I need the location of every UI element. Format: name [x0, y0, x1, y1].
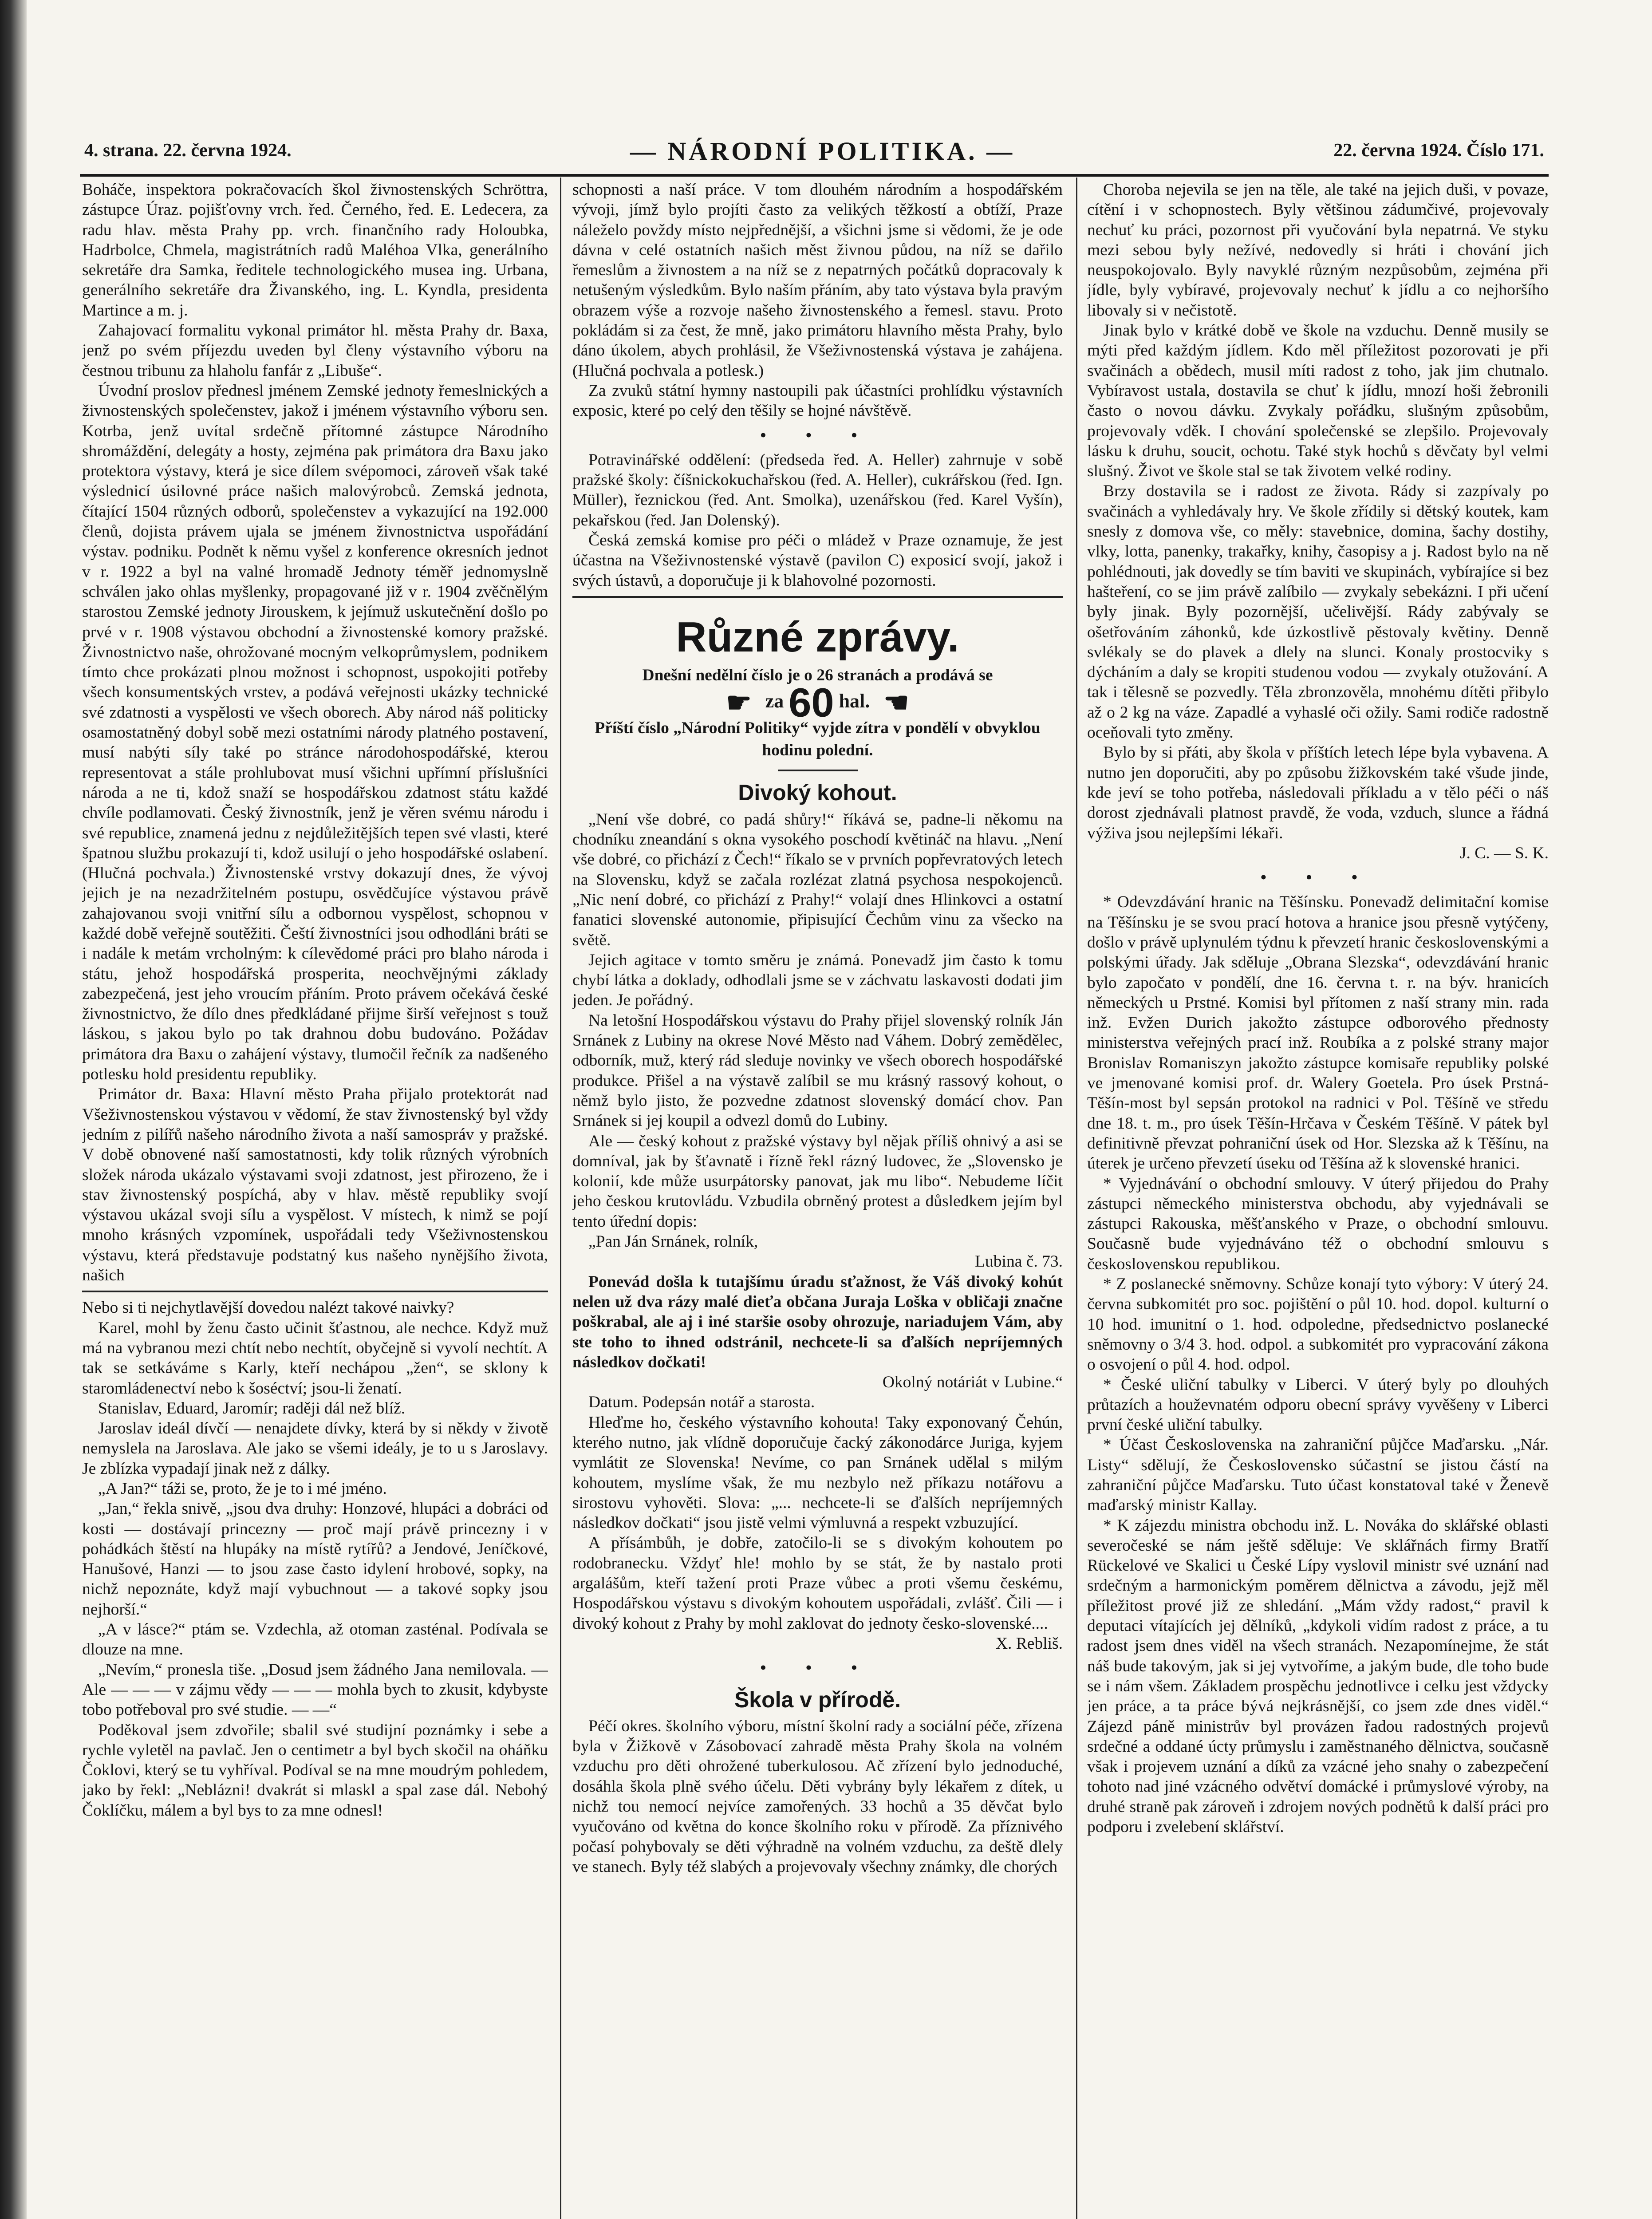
- section-headline: Různé zprávy.: [676, 613, 959, 661]
- column-2: [572, 180, 1063, 2219]
- masthead-title: — NÁRODNÍ POLITIKA. —: [630, 137, 1015, 166]
- letter-date: Datum. Podepsán notář a starosta.: [588, 1393, 815, 1412]
- feuilleton-paragraph: „Jan,“ řekla snivě, „jsou dva druhy: Honzové, hlupáci a dobráci od kosti — dostávají princezny — proč mají právě princezny i v pohádkách štěstí na hlupáky na místě rytířů? a Jendové, Jeníčkové, Hanušové, Hanzi — to jsou zase často idylení hrobové, sopky, na nichž nepoznáte, když mají vybuchnout — a takové sopky jsou nejhorší.“: [82, 1500, 548, 1619]
- price-value: 60: [789, 680, 834, 726]
- price-prefix: za: [765, 690, 784, 712]
- article-paragraph: Jejich agitace v tomto směru je známá. Ponevadž jim často k tomu chybí látka a doklady, odhodlali jsme se v záchvatu laskavosti dodati jim jeden. Je pořádný.: [572, 951, 1063, 1010]
- feuilleton-paragraph: Poděkoval jsem zdvořile; sbalil své studijní poznámky i sebe a rychle vyletěl na pavlač. Jen o centimetr a byl bych skočil na oháňku Čoklovi, který se tu vyhříval. Podíval se na mne moudrým pohledem, jako by řekl: „Neblázni! dvakrát si mlaskl a spal zase dál. Nebohý Čoklíčku, málem a byl bys to za mne odnesl!: [82, 1721, 548, 1820]
- article-paragraph: schopnosti a naší práce. V tom dlouhém národním a hospodářském vývoji, jímž bylo projíti často za velikých těžkostí a obtíží, Praze náleželo povždy místo nejpřednější, a všichni jsme si vědomi, že je ode dávna v celé ostatních našich měst živnou půdou, na níž se dařilo řemeslům a živnostem a na níž se z nepatrných počátků dopracovaly k netušeným výsledkům. Bylo naším přáním, aby tato výstava byla pravým obrazem výše a rozvoje našeho živnostenského a řemesl. stavu. Proto pokládám si za čest, že mně, jako primátoru hlavního města Prahy, bylo dáno úkolem, abych prohlásil, že Všeživnostenská výstava je zahájena. (Hlučná pochvala a potlesk.): [572, 181, 1063, 380]
- article-title: Divoký kohout.: [738, 780, 897, 805]
- page-header: [84, 137, 1544, 172]
- feuilleton-paragraph: Karel, mohl by ženu často učinit šťastnou, ale nechce. Když muž má na vybranou mezi chtít nebo nechtít, obyčejně si vyvolí nechtít. A tak se setkáváme s Karly, kteří nechápou „žen“, se sklony k staromládenectví nebo k šoséctví; jsou-li ženatí.: [82, 1319, 548, 1398]
- author-signature: J. C. — S. K.: [1459, 844, 1549, 862]
- ornament-dots: • • •: [1260, 869, 1376, 887]
- pointing-hand-left-icon: ☚: [883, 687, 909, 719]
- ornament-dots: • • •: [760, 1659, 875, 1678]
- article-paragraph: Brzy dostavila se i radost ze života. Rády si zazpívaly po svačinách a vyhledávaly hry. Ve škole zřídily si dětský koutek, kam snesly z domova vše, co měly: stavebnice, domina, šachy dostihy, vlky, lotta, panenky, trakařky, knihy, časopisy a j. Radost bylo na ně pohlédnouti, jak dovedly se tím baviti ve skupinách, vybírajíce si bez hašteření, co se jim právě zalíbilo — zvykaly sebekázni. I při učení byly jinak. Byly pozornější, učelivější. Rády zabývaly se ošetřováním záhonků, kde úzkostlivě pěstovaly květiny. Denně svlékaly se do plavek a dlely na slunci. Konaly prostocviky s dýcháním a daly se kropiti studenou vodou — zvykaly otužování. A tak i tělesně se pozvedly. Těla zbronzověla, mnohému dítěti přibylo až o 2 kg na váze. Zapadlé a vyhaslé oči ožily. Sami rodiče radostně oceňovali tyto změny.: [1087, 482, 1549, 742]
- feuilleton-paragraph: Nebo si ti nejchytlavější dovedou nalézt takové naivky?: [82, 1299, 454, 1317]
- notice-next-issue: Příští číslo „Národní Politiky“ vyjde zítra v pondělí v obvyklou hodinu polední.: [595, 719, 1041, 760]
- feuilleton-paragraph: Stanislav, Eduard, Jaromír; raději dál než blíž.: [98, 1399, 406, 1417]
- scan-edge-shadow: [0, 0, 27, 2219]
- news-item: * Odevzdávání hranic na Těšínsku. Ponevadž delimitační komise na Těšínsku je se svou prací hotova a hranice jsou přesně vytýčeny, došlo v právě uplynulém týdnu k převzetí hranic československými a polskými úřady. Jak sděluje „Obrana Slezska“, odevzdávání hranic bylo započato v pondělí, dne 16. června t. r. na býv. hranicích německých u Prstné. Komisi byl přítomen z naší strany min. rada inž. Evžen Durich jakožto zástupce odborového přednosty ministerstva veřejných prací inž. Roubíka a z polské strany major Bronislav Romaniszyn jakožto zástupce komisaře republiky polské ve jmenované komisi prof. dr. Walery Goetela. Pro úsek Prstná-Těšín-most byl sepsán protokol na radnici v Pol. Těšíně ve středu dne 18. t. m., pro úsek Těšín-Hrčava v Českém Těšíně. V pátek byl definitivně převzat pohraniční úsek od Hor. Slezska až k Těšínu, na úterek je určeno převzetí úseku od Těšína až k slovenské hranici.: [1087, 893, 1549, 1173]
- price-line: [572, 680, 1063, 726]
- letter-body: Ponevád došla k tutajšímu úradu sťažnost, že Váš divoký kohút nelen už dva rázy malé dieťa občana Juraja Loška v obličaji značne poškrabal, ale aj i iné staršie osoby ohrozuje, nariadujem Vám, aby ste toho to ihned odstránil, nechcete-li sa ďalších nepríjemných následkov dočkati!: [572, 1272, 1063, 1371]
- news-item: * Z poslanecké sněmovny. Schůze konají tyto výbory: V úterý 24. června subkomitét pro soc. pojištění o půl 10. hod. dopol. kulturní o 10 hod. imunitní o 1. hod. odpoledne, předsednictvo poslanecké sněmovny o 3/4 3. hod. odpol. a subkomitét pro vypracování zákona o osvojení o půl 4. hod. odpol.: [1087, 1275, 1549, 1374]
- article-paragraph: A přísámbůh, je dobře, zatočilo-li se s divokým kohoutem po rodobranecku. Vždyť hle! mohlo by se stát, že by nastalo proti argalášům, kteří tažení proti Praze vůbec a proti všemu českému, Hospodářskou výstavu s divokým kohoutem uspořádali, zvlášť. Čili — i divoký kohout z Prahy by mohl zaklovat do jednoty česko-slovenské....: [572, 1534, 1063, 1633]
- article-paragraph: Choroba nejevila se jen na těle, ale také na jejich duši, v povaze, cítění i v schopnostech. Byly většinou zádumčivé, projevovaly nechuť ku práci, pozornost při vyučování byla nepatrná. Ve styku mezi sebou byly nežívé, nedovedly si hráti i chování jich neuspokojovalo. Byly navyklé různým nezpůsobům, zejména při jídle, byly vybíravé, projevovaly nechuť k jídlu a co nejhoršího libovaly si v nečistotě.: [1087, 181, 1549, 320]
- section-divider: [572, 596, 1063, 598]
- issue-number: 22. června 1924. Číslo 171.: [1333, 140, 1544, 161]
- article-paragraph: Hleďme ho, českého výstavního kohouta! Taky exponovaný Čehún, kterého nutno, jak vlídně doporučuje čacký zákonodárce Juriga, kyjem vymlátit ze Slovenska! Nevíme, co pan Srnánek udělal s milým kohoutem, myslíme však, že mu nezbylo než příkazu notářovu a sirostovu vyhověti. Slova: „... nechcete-li se ďalších nepríjemných následkov dočkati“ jsou jistě velmi výmluvná a respekt vzbuzující.: [572, 1413, 1063, 1532]
- feuilleton-paragraph: „A Jan?“ táži se, proto, že je to i mé jméno.: [98, 1480, 387, 1498]
- article-paragraph: Česká zemská komise pro péči o mládež v Praze oznamuje, že jest účastna na Všeživnostenské výstavě (pavilon C) exposicí svojí, jakož i svých ústavů, a doporučuje ji k blahovolné pozornosti.: [572, 531, 1063, 590]
- column-divider: [1076, 178, 1077, 2219]
- letter-signature: Okolný notáriát v Lubine.“: [882, 1373, 1063, 1392]
- section-divider: [82, 1291, 548, 1292]
- article-paragraph: Péčí okres. školního výboru, místní školní rady a sociální péče, zřízena byla v Žižkově v Zásobovací zahradě města Prahy škola na volném vzduchu pro děti ohrožené tuberkulosou. Ač zřízení bylo jednoduché, dosáhla škola plně svého účelu. Děti vybrány byly lékařem z dítek, u nichž tou nemocí nejvíce zamořených. 33 hochů a 35 děvčat bylo vyučováno od května do konce školního roku v přírodě. Za příznivého počasí pohybovaly se děti výhradně na volném vzduchu, za deště dlely ve stanech. Byly též slabých a projevovaly všechny známky, dle chorých: [572, 1717, 1063, 1876]
- article-title: Škola v přírodě.: [734, 1687, 901, 1712]
- feuilleton-paragraph: „A v lásce?“ ptám se. Vzdechla, až otoman zasténal. Podívala se dlouze na mne.: [82, 1620, 548, 1659]
- feuilleton-paragraph: Jaroslav ideál dívčí — nenajdete dívky, která by si někdy v životě nemyslela na Jaroslava. Ale jako se všemi ideály, je to u s Jaroslavy. Je zblízka vypadají jinak než z dálky.: [82, 1419, 548, 1478]
- article-paragraph: Jinak bylo v krátké době ve škole na vzduchu. Denně musily se mýti před každým jídlem. Kdo měl příležitost pozorovati je při svačinách a obědech, musil míti radost z toho, jak jim chutnalo. Vybíravost ustala, dostavila se chuť k jídlu, mnozí hoši žebronili často o novou dávku. Zvykaly pořádku, slušným způsobům, projevovaly vděk. I chování společenské se zlepšilo. Projevovaly lásku k druhu, soucit, ochotu. Také styk hochů s děvčaty byl velmi slušný. Život ve škole stal se tak životem velké rodiny.: [1087, 321, 1549, 481]
- article-paragraph: Zahajovací formalitu vykonal primátor hl. města Prahy dr. Baxa, jenž po svém příjezdu uveden byl členy výstavního výboru na čestnou tribunu za hlaholu fanfár z „Libuše“.: [82, 321, 548, 380]
- notice-issue-size: Dnešní nedělní číslo je o 26 stranách a prodává se: [642, 666, 993, 684]
- column-divider: [560, 178, 561, 2219]
- article-paragraph: Za zvuků státní hymny nastoupili pak účastníci prohlídku výstavních exposic, které po celý den těšily se hojné návštěvě.: [572, 381, 1063, 420]
- article-paragraph: Potravinářské oddělení: (předseda řed. A. Heller) zahrnuje v sobě pražské školy: číšnickokuchařskou (řed. A. Heller), cukrářskou (řed. Ign. Müller), řeznickou (řed. Ant. Smolka), uzenářskou (řed. Karel Vyšín), pekařskou (řed. Jan Dolenský).: [572, 450, 1063, 529]
- letter-address: Lubina č. 73.: [975, 1252, 1063, 1271]
- article-paragraph: Boháče, inspektora pokračovacích škol živnostenských Schröttra, zástupce Úraz. pojišťovny vrch. řed. Černého, řed. E. Ledecera, za radu hlav. města Prahy pp. vrch. finančního rady Holoubka, Hadrbolce, Chmela, magistrátních radů Maléhoa Vlka, generálního sekretáře dra Samka, ředitele technologického musea ing. Urbana, generálního sekretáře dra Živanského, ing. L. Kyndla, presidenta Martince a m. j.: [82, 181, 548, 320]
- article-paragraph: Primátor dr. Baxa: Hlavní město Praha přijalo protektorát nad Všeživnostenskou výstavou v vědomí, že stav živnostenský byl vždy jedním z pilířů našeho národního života a naší samospráv y pražské. V době obnovené naší samostatnosti, kdy tolik různých výrobních složek národa ukázalo výstavami svoji zdatnost, jest přirozeno, že i stav živnostenský pospíchá, aby v hlav. městě republiky svojí výstavou ukázal svoji sílu a vyspělost. V místech, k nimž se pojí mnoho krásných vzpomínek, uspořádali tedy Všeživnostenskou výstavu, která představuje podstatný kus našeho nynějšího života, našich: [82, 1085, 548, 1285]
- news-item: * Vyjednávání o obchodní smlouvy. V úterý přijedou do Prahy zástupci německého ministerstva obchodu, aby vyjednávali se zástupci Rakouska, měšťanského v Praze, o obchodní smlouvu. Současně bude vyjednáváno též o obchodní smlouvu s československou republikou.: [1087, 1174, 1549, 1273]
- header-rule: [80, 174, 1549, 177]
- ornament-dots: • • •: [760, 426, 875, 445]
- pointing-hand-right-icon: ☛: [726, 687, 752, 719]
- price-unit: hal.: [839, 690, 870, 712]
- article-paragraph: Úvodní proslov přednesl jménem Zemské jednoty řemeslnických a živnostenských společenstev, jakož i jménem výstavního výboru sen. Kotrba, jenž uvítal srdečně přítomné zástupce Národního shromáždění, delegáty a hosty, zejména pak primátora dra Baxu jako protektora výstavy, která je sice dílem svépomoci, zároveň však také výslednicí úsilovné práce našich malovýrobců. Zemská jednota, čítající 1504 různých odborů, společenstev a vykazující na 192.000 členů, dojista právem ujala se jménem živnostnictva uspořádání výstav. podniku. Podnět k němu vyšel z konference okresních jednot v r. 1922 a byl na valné hromadě Jednoty téměř jednomyslně schválen jako ohlas myšlenky, propagované již v r. 1904 zvěčnělým starostou Zemské jednoty Jirouskem, k jejímuž uskutečnění došlo po prvé v r. 1908 výstavou obchodní a živnostenské komory pražské. Živnostnictvo naše, ohrožované mocným velkoprůmyslem, podnikem tímto chce prokázati plnou možnost i schopnost, uspokojiti potřeby všech konsumentských vrstev, a podává veřejnosti ukázky technické své zdatnosti a vyspělosti ve všech oborech. Aby národ náš politicky osamostatněný dobyl sobě mezi ostatními národy platného postavení, musí nabýti síly také po stránce národohospodářské, kterou representovat a stále prohlubovat musí všichni upřímní příslušníci národa a ne ti, kdož snaží se hospodářskou zdatnost státu každé chvíle podlamovati. Český živnostník, jenž je věren svému národu i své republice, znamená jednu z nejdůležitějších tepen své vlasti, které špatnou službu prokazují ti, kdož usilují o jeho hospodářské oslabení. (Hlučná pochvala.) Živnostenské vrstvy dokazují dnes, že vývoj jejich je na nezadržitelném postupu, osvědčujíce výstavou právě zahajovanou svoji vnitřní sílu a odbornou vyspělost, schopnou v každé době veřejně soutěžiti. Čeští živnostníci jsou odhodláni bráti se i nadále k metám vrcholným: k cílevědomé práci pro blaho národa i státu, jehož hospodářská prosperita, neochvějnými základy zabezpečená, jest jeho vroucím přáním. Proto právem očekává české živnostnictvo, že dílo dnes předkládané přijme širší veřejnost s touž láskou, s jakou bylo po tak drahnou dobu budováno. Požádav primátora dra Baxu o zahájení výstavy, tlumočil řečník za nadšeného potlesku hold presidentu republiky.: [82, 381, 548, 1084]
- feuilleton-paragraph: „Nevím,“ pronesla tiše. „Dosud jsem žádného Jana nemilovala. — Ale — — — v zájmu vědy — — — mohla bych to zkusit, kdybyste tobo potřeboval pro své studie. — —“: [82, 1660, 548, 1719]
- article-paragraph: Ale — český kohout z pražské výstavy byl nějak příliš ohnivý a asi se domníval, jak by šťavnatě i řízně řekl rázný ludovec, že „Slovensko je kolonií, kde může usurpátorsky panovat, jak mu libo“. Nebudeme líčit jeho českou krutovládu. Vzbudila obrněný protest a důsledkem jejím byl tento úřední dopis:: [572, 1132, 1063, 1231]
- page-number-date: 4. strana. 22. června 1924.: [84, 140, 292, 161]
- article-paragraph: Na letošní Hospodářskou výstavu do Prahy přijel slovenský rolník Ján Srnánek z Lubiny na okrese Nové Město nad Váhem. Dobrý zemědělec, odborník, muž, který rád sleduje novinky ve všech oborech hospodářské produkce. Přišel a na výstavě zalíbil se mu krásný rassový kohout, o němž bylo jisto, že pozvedne zdatnost slovenský domácí chov. Pan Srnánek si jej koupil a odvezl domů do Lubiny.: [572, 1011, 1063, 1130]
- column-3: [1087, 180, 1549, 2219]
- news-item: * K zájezdu ministra obchodu inž. L. Nováka do sklářské oblasti severočeské se nám ještě sděluje: Ve sklářnách firmy Bratří Rückelové ve Skalici u České Lípy vyslovil ministr své uznání nad srdečným a harmonickým poměrem dělnictva a závodu, jejž měl příležitost prové již ze shledání. „Mám vždy radost,“ pravil k deputaci vítajících jej dělníků, „kdykoli vidím radost z práce, a tu radost jsem dnes viděl na všech stranách. Nezapomínejme, že stát náš bude takovým, jak si jej vytvoříme, a jakým bude, dle toho bude se i nám všem. Základem prospěchu jednotlivce i celku jest vždycky jen práce, a ta práce bývá nejkrásnější, co jsem zde dnes viděl.“ Zájezd páně ministrův byl provázen řadou radostných projevů srdečné a oddané úcty průmyslu i zaměstnaného dělnictva, současně však i projevem uznání a díků za vzácné jeho snahy o zabezpečení tohoto nad jiné vzácného odvětví domácké i průmyslové výroby, na druhé straně pak zároveň i zdrojem nových podnětů k další práci pro podporu i zvelebení sklářství.: [1087, 1516, 1549, 1836]
- short-divider: [778, 770, 858, 771]
- letter-address: „Pan Ján Srnánek, rolník,: [588, 1232, 758, 1251]
- news-item: * České uliční tabulky v Liberci. V úterý byly po dlouhých průtazích a houževnatém odporu obecní správy vyvěšeny v Liberci první české uliční tabulky.: [1087, 1375, 1549, 1434]
- article-paragraph: Bylo by si přáti, aby škola v příštích letech lépe byla vybavena. A nutno jen doporučiti, aby po způsobu žižkovském také všude jinde, kde jeví se toho potřeba, následovali příkladu a v tělo péči o náš dorost zjednávali platnost pravdě, že voda, vzduch, slunce a řádná výživa jsou nejlepšími lékaři.: [1087, 743, 1549, 842]
- news-item: * Účast Československa na zahraniční půjčce Maďarsku. „Nár. Listy“ sdělují, že Československo súčastní se jistou částí na zahraniční půjčce Maďarsku. Tuto účast konstatoval také v Ženevě maďarský ministr Kallay.: [1087, 1436, 1549, 1515]
- article-paragraph: „Není vše dobré, co padá shůry!“ říkává se, padne-li někomu na chodníku zneandání s okna vysokého poschodí květináč na hlavu. „Není vše dobré, co přichází z Čech!“ říkalo se v prvních popřevratových letech na Slovensku, když se začala rozlézat zlatná psychosa nespokojenců. „Nic není dobré, co přichází z Prahy!“ volají dnes Hlinkovci a ostatní fanatici slovenské autonomie, připisující Čechům vinu za všecko na světě.: [572, 810, 1063, 949]
- column-1: [82, 180, 548, 2219]
- author-signature: X. Rebliš.: [995, 1634, 1063, 1653]
